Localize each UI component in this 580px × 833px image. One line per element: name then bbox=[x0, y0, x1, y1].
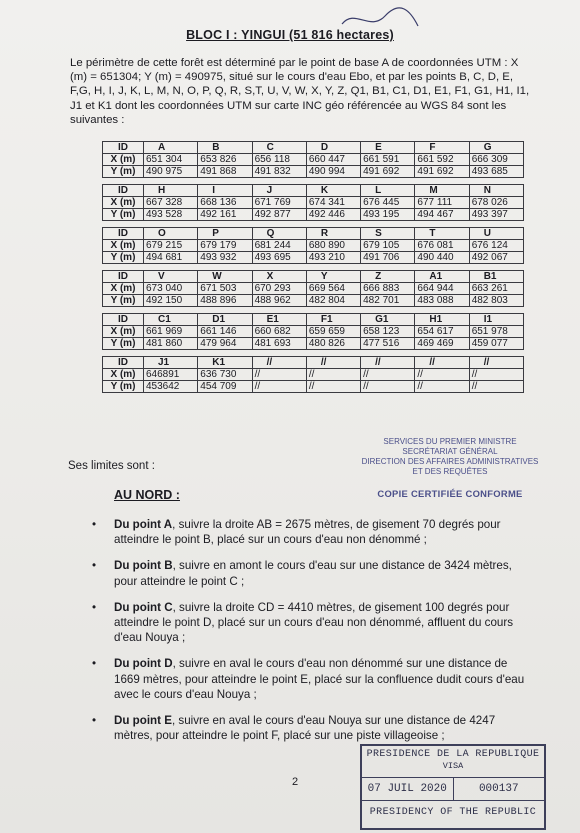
coordinate-cell: // bbox=[469, 369, 523, 381]
coordinate-cell: 679 215 bbox=[144, 240, 198, 252]
point-id-cell: Y bbox=[306, 271, 360, 283]
coordinate-cell: 493 210 bbox=[306, 252, 360, 264]
table-row bbox=[103, 271, 524, 283]
coordinate-cell: 651 304 bbox=[144, 154, 198, 166]
coordinate-cell: 679 179 bbox=[198, 240, 252, 252]
coordinate-cell: 677 111 bbox=[415, 197, 469, 209]
coordinate-cell: 494 467 bbox=[415, 209, 469, 221]
coordinate-cell: 492 150 bbox=[144, 295, 198, 307]
list-item: • Du point E, suivre en aval le cours d'eau Nouya sur une distance de 4247 mètres, pour atteindre le point F, placé sur une piste villageoise ; bbox=[92, 714, 496, 743]
point-id-cell: I bbox=[198, 185, 252, 197]
table-row bbox=[103, 142, 524, 154]
point-id-cell: K bbox=[306, 185, 360, 197]
coordinate-cell: 667 328 bbox=[144, 197, 198, 209]
point-id-cell: S bbox=[361, 228, 415, 240]
point-id-cell: H1 bbox=[415, 314, 469, 326]
point-id-cell: A1 bbox=[415, 271, 469, 283]
coordinate-cell: 491 692 bbox=[415, 166, 469, 178]
coordinate-cell: 493 695 bbox=[252, 252, 306, 264]
coordinate-cell: // bbox=[306, 381, 360, 393]
table-row bbox=[103, 209, 524, 221]
coordinate-cell: 681 244 bbox=[252, 240, 306, 252]
stamp-line: DIRECTION DES AFFAIRES ADMINISTRATIVES bbox=[361, 457, 539, 466]
coordinate-cell: 491 832 bbox=[252, 166, 306, 178]
point-id-cell: D1 bbox=[198, 314, 252, 326]
point-id-cell: L bbox=[361, 185, 415, 197]
coordinate-cell: 668 136 bbox=[198, 197, 252, 209]
point-id-cell: G bbox=[469, 142, 523, 154]
point-id-cell: X bbox=[252, 271, 306, 283]
page-title: BLOC I : YINGUI (51 816 hectares) bbox=[186, 28, 394, 42]
row-label: ID bbox=[103, 228, 144, 240]
bullet-icon: • bbox=[92, 559, 97, 573]
bullet-icon: • bbox=[92, 714, 97, 728]
point-id-cell: M bbox=[415, 185, 469, 197]
coordinate-cell: // bbox=[252, 381, 306, 393]
coordinate-cell: 493 685 bbox=[469, 166, 523, 178]
coordinate-cell: 661 146 bbox=[198, 326, 252, 338]
point-id-cell: C1 bbox=[144, 314, 198, 326]
coordinate-cell: 480 826 bbox=[306, 338, 360, 350]
intro-text: Le périmètre de cette forêt est déterminé par le point de base A de coordonnées UTM : X (m) = 651304; Y (m) = 490975, situé sur le cours d'eau Ebo, et par les points B, C, D, E, F,G, H, I, J, K, L, M, N, O, P, Q, R, S,T, U, V, W, X, Y, Z, Q1, B1, C1, D1, E1, F1, G1, H1, I1, J1 et K1 dont les coordonnées UTM sur carte INC géo référencée au WGS 84 sont les suivantes : bbox=[70, 57, 530, 126]
certified-copy-label: COPIE CERTIFIÉE CONFORME bbox=[377, 488, 523, 499]
coordinate-cell: 490 975 bbox=[144, 166, 198, 178]
services-stamp bbox=[330, 437, 570, 499]
table-row bbox=[103, 295, 524, 307]
point-id-cell: J1 bbox=[144, 357, 198, 369]
coordinate-cell: 678 026 bbox=[469, 197, 523, 209]
row-label: Y (m) bbox=[103, 381, 144, 393]
point-id-cell: F bbox=[415, 142, 469, 154]
coordinate-cell: 676 124 bbox=[469, 240, 523, 252]
row-label: Y (m) bbox=[103, 166, 144, 178]
row-label: X (m) bbox=[103, 369, 144, 381]
coordinate-cell: 453642 bbox=[144, 381, 198, 393]
coordinate-cell: 454 709 bbox=[198, 381, 252, 393]
coordinate-cell: 491 868 bbox=[198, 166, 252, 178]
row-label: X (m) bbox=[103, 240, 144, 252]
coordinate-cell: 491 692 bbox=[361, 166, 415, 178]
table-row bbox=[103, 154, 524, 166]
section-heading-north: AU NORD : bbox=[114, 488, 180, 502]
table-row bbox=[103, 228, 524, 240]
row-label: Y (m) bbox=[103, 252, 144, 264]
coordinate-cell: 482 804 bbox=[306, 295, 360, 307]
stamp-line: SERVICES DU PREMIER MINISTRE bbox=[383, 437, 517, 446]
point-id-cell: G1 bbox=[361, 314, 415, 326]
table-row bbox=[103, 369, 524, 381]
coordinate-cell: 673 040 bbox=[144, 283, 198, 295]
table-row bbox=[103, 197, 524, 209]
table-gap bbox=[103, 221, 524, 228]
stamp-line: SECRÉTARIAT GÉNÉRAL bbox=[402, 447, 498, 456]
coordinate-cell: // bbox=[361, 381, 415, 393]
coordinate-cell: 494 681 bbox=[144, 252, 198, 264]
coordinate-cell: 674 341 bbox=[306, 197, 360, 209]
point-id-cell: U bbox=[469, 228, 523, 240]
stamp-line: ET DES REQUÊTES bbox=[412, 467, 488, 476]
point-id-cell: D bbox=[306, 142, 360, 154]
table-row bbox=[103, 326, 524, 338]
table-row bbox=[103, 381, 524, 393]
coordinate-cell: 477 516 bbox=[361, 338, 415, 350]
bullet-icon: • bbox=[92, 600, 97, 614]
row-label: ID bbox=[103, 357, 144, 369]
point-id-cell: W bbox=[198, 271, 252, 283]
stamp-number: 000137 bbox=[478, 783, 519, 795]
table-row bbox=[103, 252, 524, 264]
list-item: • Du point C, suivre la droite CD = 4410 mètres, de gisement 100 degrés pour atteindre le point D, placé sur un cours d'eau non dénommé, affluent du cours d'eau Nouya ; bbox=[92, 600, 514, 645]
list-item: • Du point D, suivre en aval le cours d'eau non dénommé sur une distance de 1669 mètres, pour atteindre le point E, placé sur la confluence dudit cours d'eau avec le cours d'eau Nouya ; bbox=[92, 657, 525, 702]
bullet-icon: • bbox=[92, 518, 97, 531]
coordinate-cell: 680 890 bbox=[306, 240, 360, 252]
point-id-cell: P bbox=[198, 228, 252, 240]
point-id-cell: // bbox=[306, 357, 360, 369]
row-label: ID bbox=[103, 142, 144, 154]
coordinate-cell: 479 964 bbox=[198, 338, 252, 350]
stamp-date: 07 JUIL 2020 bbox=[362, 778, 454, 800]
coordinate-cell: 661 592 bbox=[415, 154, 469, 166]
point-id-cell: N bbox=[469, 185, 523, 197]
table-row bbox=[103, 283, 524, 295]
coordinate-cell: 492 067 bbox=[469, 252, 523, 264]
page-number: 2 bbox=[292, 776, 299, 788]
coordinate-cell: 493 932 bbox=[198, 252, 252, 264]
coordinate-cell: 659 659 bbox=[306, 326, 360, 338]
coordinate-cell: // bbox=[306, 369, 360, 381]
coordinate-cell: 664 944 bbox=[415, 283, 469, 295]
coordinate-cell: 636 730 bbox=[198, 369, 252, 381]
coordinate-cell: 483 088 bbox=[415, 295, 469, 307]
coordinate-cell: 481 693 bbox=[252, 338, 306, 350]
coordinate-cell: // bbox=[252, 369, 306, 381]
point-id-cell: T bbox=[415, 228, 469, 240]
table-row bbox=[103, 185, 524, 197]
row-label: ID bbox=[103, 185, 144, 197]
list-item: • Du point A, suivre la droite AB = 2675 mètres, de gisement 70 degrés pour atteindre le point B, placé sur un cours d'eau non dénommé ; bbox=[92, 518, 501, 547]
coordinate-cell: 666 309 bbox=[469, 154, 523, 166]
coordinate-cell: 482 701 bbox=[361, 295, 415, 307]
coordinate-cell: 658 123 bbox=[361, 326, 415, 338]
coordinate-cell: 663 261 bbox=[469, 283, 523, 295]
row-label: Y (m) bbox=[103, 338, 144, 350]
point-id-cell: A bbox=[144, 142, 198, 154]
stamp-date-row bbox=[362, 777, 544, 801]
coordinate-cell: 670 293 bbox=[252, 283, 306, 295]
coordinate-cell: 488 962 bbox=[252, 295, 306, 307]
coordinate-cell: 469 469 bbox=[415, 338, 469, 350]
point-id-cell: K1 bbox=[198, 357, 252, 369]
coordinate-cell: 493 528 bbox=[144, 209, 198, 221]
coordinate-cell: 654 617 bbox=[415, 326, 469, 338]
boundary-list bbox=[92, 517, 528, 754]
coordinate-cell: // bbox=[361, 369, 415, 381]
point-id-cell: // bbox=[252, 357, 306, 369]
coordinate-cell: 666 883 bbox=[361, 283, 415, 295]
coordinate-cell: // bbox=[415, 369, 469, 381]
row-label: X (m) bbox=[103, 283, 144, 295]
presidency-visa-stamp bbox=[360, 744, 546, 830]
coordinate-cell: 490 440 bbox=[415, 252, 469, 264]
limits-label: Ses limites sont : bbox=[68, 460, 155, 472]
bullet-icon: • bbox=[92, 657, 97, 671]
stamp-bottom-text: PRESIDENCY OF THE REPUBLIC bbox=[369, 807, 537, 818]
coordinate-cell: 676 081 bbox=[415, 240, 469, 252]
point-id-cell: H bbox=[144, 185, 198, 197]
point-id-cell: B1 bbox=[469, 271, 523, 283]
coordinate-cell: 490 994 bbox=[306, 166, 360, 178]
point-id-cell: R bbox=[306, 228, 360, 240]
point-id-cell: I1 bbox=[469, 314, 523, 326]
coordinate-cell: 488 896 bbox=[198, 295, 252, 307]
coordinate-cell: 671 769 bbox=[252, 197, 306, 209]
coordinate-cell: 482 803 bbox=[469, 295, 523, 307]
table-row bbox=[103, 338, 524, 350]
coordinate-cell: 661 969 bbox=[144, 326, 198, 338]
point-id-cell: J bbox=[252, 185, 306, 197]
row-label: ID bbox=[103, 314, 144, 326]
coordinate-cell: 491 706 bbox=[361, 252, 415, 264]
point-id-cell: V bbox=[144, 271, 198, 283]
coordinate-cell: 493 397 bbox=[469, 209, 523, 221]
table-row bbox=[103, 240, 524, 252]
coordinate-cell: 492 877 bbox=[252, 209, 306, 221]
coordinate-cell: 651 978 bbox=[469, 326, 523, 338]
point-id-cell: O bbox=[144, 228, 198, 240]
coordinate-cell: 679 105 bbox=[361, 240, 415, 252]
point-id-cell: Z bbox=[361, 271, 415, 283]
row-label: Y (m) bbox=[103, 295, 144, 307]
point-id-cell: B bbox=[198, 142, 252, 154]
coordinate-cell: 646891 bbox=[144, 369, 198, 381]
row-label: X (m) bbox=[103, 326, 144, 338]
point-id-cell: E1 bbox=[252, 314, 306, 326]
stamp-top-text: PRESIDENCE DE LA REPUBLIQUE bbox=[366, 749, 540, 760]
coordinate-cell: 656 118 bbox=[252, 154, 306, 166]
table-gap bbox=[103, 307, 524, 314]
intro-paragraph bbox=[70, 56, 530, 127]
point-id-cell: F1 bbox=[306, 314, 360, 326]
coordinate-cell: 671 503 bbox=[198, 283, 252, 295]
table-gap bbox=[103, 264, 524, 271]
coordinate-cell: 481 860 bbox=[144, 338, 198, 350]
table-gap bbox=[103, 350, 524, 357]
coordinate-cell: 459 077 bbox=[469, 338, 523, 350]
coordinate-cell: 492 161 bbox=[198, 209, 252, 221]
point-id-cell: Q bbox=[252, 228, 306, 240]
point-id-cell: E bbox=[361, 142, 415, 154]
coordinate-cell: 493 195 bbox=[361, 209, 415, 221]
coordinate-cell: // bbox=[415, 381, 469, 393]
row-label: X (m) bbox=[103, 154, 144, 166]
row-label: X (m) bbox=[103, 197, 144, 209]
coordinate-cell: 669 564 bbox=[306, 283, 360, 295]
point-id-cell: // bbox=[469, 357, 523, 369]
coordinate-cell: 661 591 bbox=[361, 154, 415, 166]
point-id-cell: // bbox=[415, 357, 469, 369]
coordinate-cell: 660 682 bbox=[252, 326, 306, 338]
coordinate-cell: 660 447 bbox=[306, 154, 360, 166]
coordinate-cell: // bbox=[469, 381, 523, 393]
stamp-visa-text: VISA bbox=[442, 761, 464, 771]
row-label: Y (m) bbox=[103, 209, 144, 221]
table-row bbox=[103, 166, 524, 178]
table-gap bbox=[103, 178, 524, 185]
point-id-cell: C bbox=[252, 142, 306, 154]
table-row bbox=[103, 357, 524, 369]
list-item: • Du point B, suivre en amont le cours d'eau sur une distance de 3424 mètres, pour atteindre le point C ; bbox=[92, 559, 512, 588]
table-row bbox=[103, 314, 524, 326]
coordinate-cell: 492 446 bbox=[306, 209, 360, 221]
row-label: ID bbox=[103, 271, 144, 283]
coordinate-cell: 653 826 bbox=[198, 154, 252, 166]
coordinates-table bbox=[102, 141, 524, 393]
point-id-cell: // bbox=[361, 357, 415, 369]
coordinate-cell: 676 445 bbox=[361, 197, 415, 209]
